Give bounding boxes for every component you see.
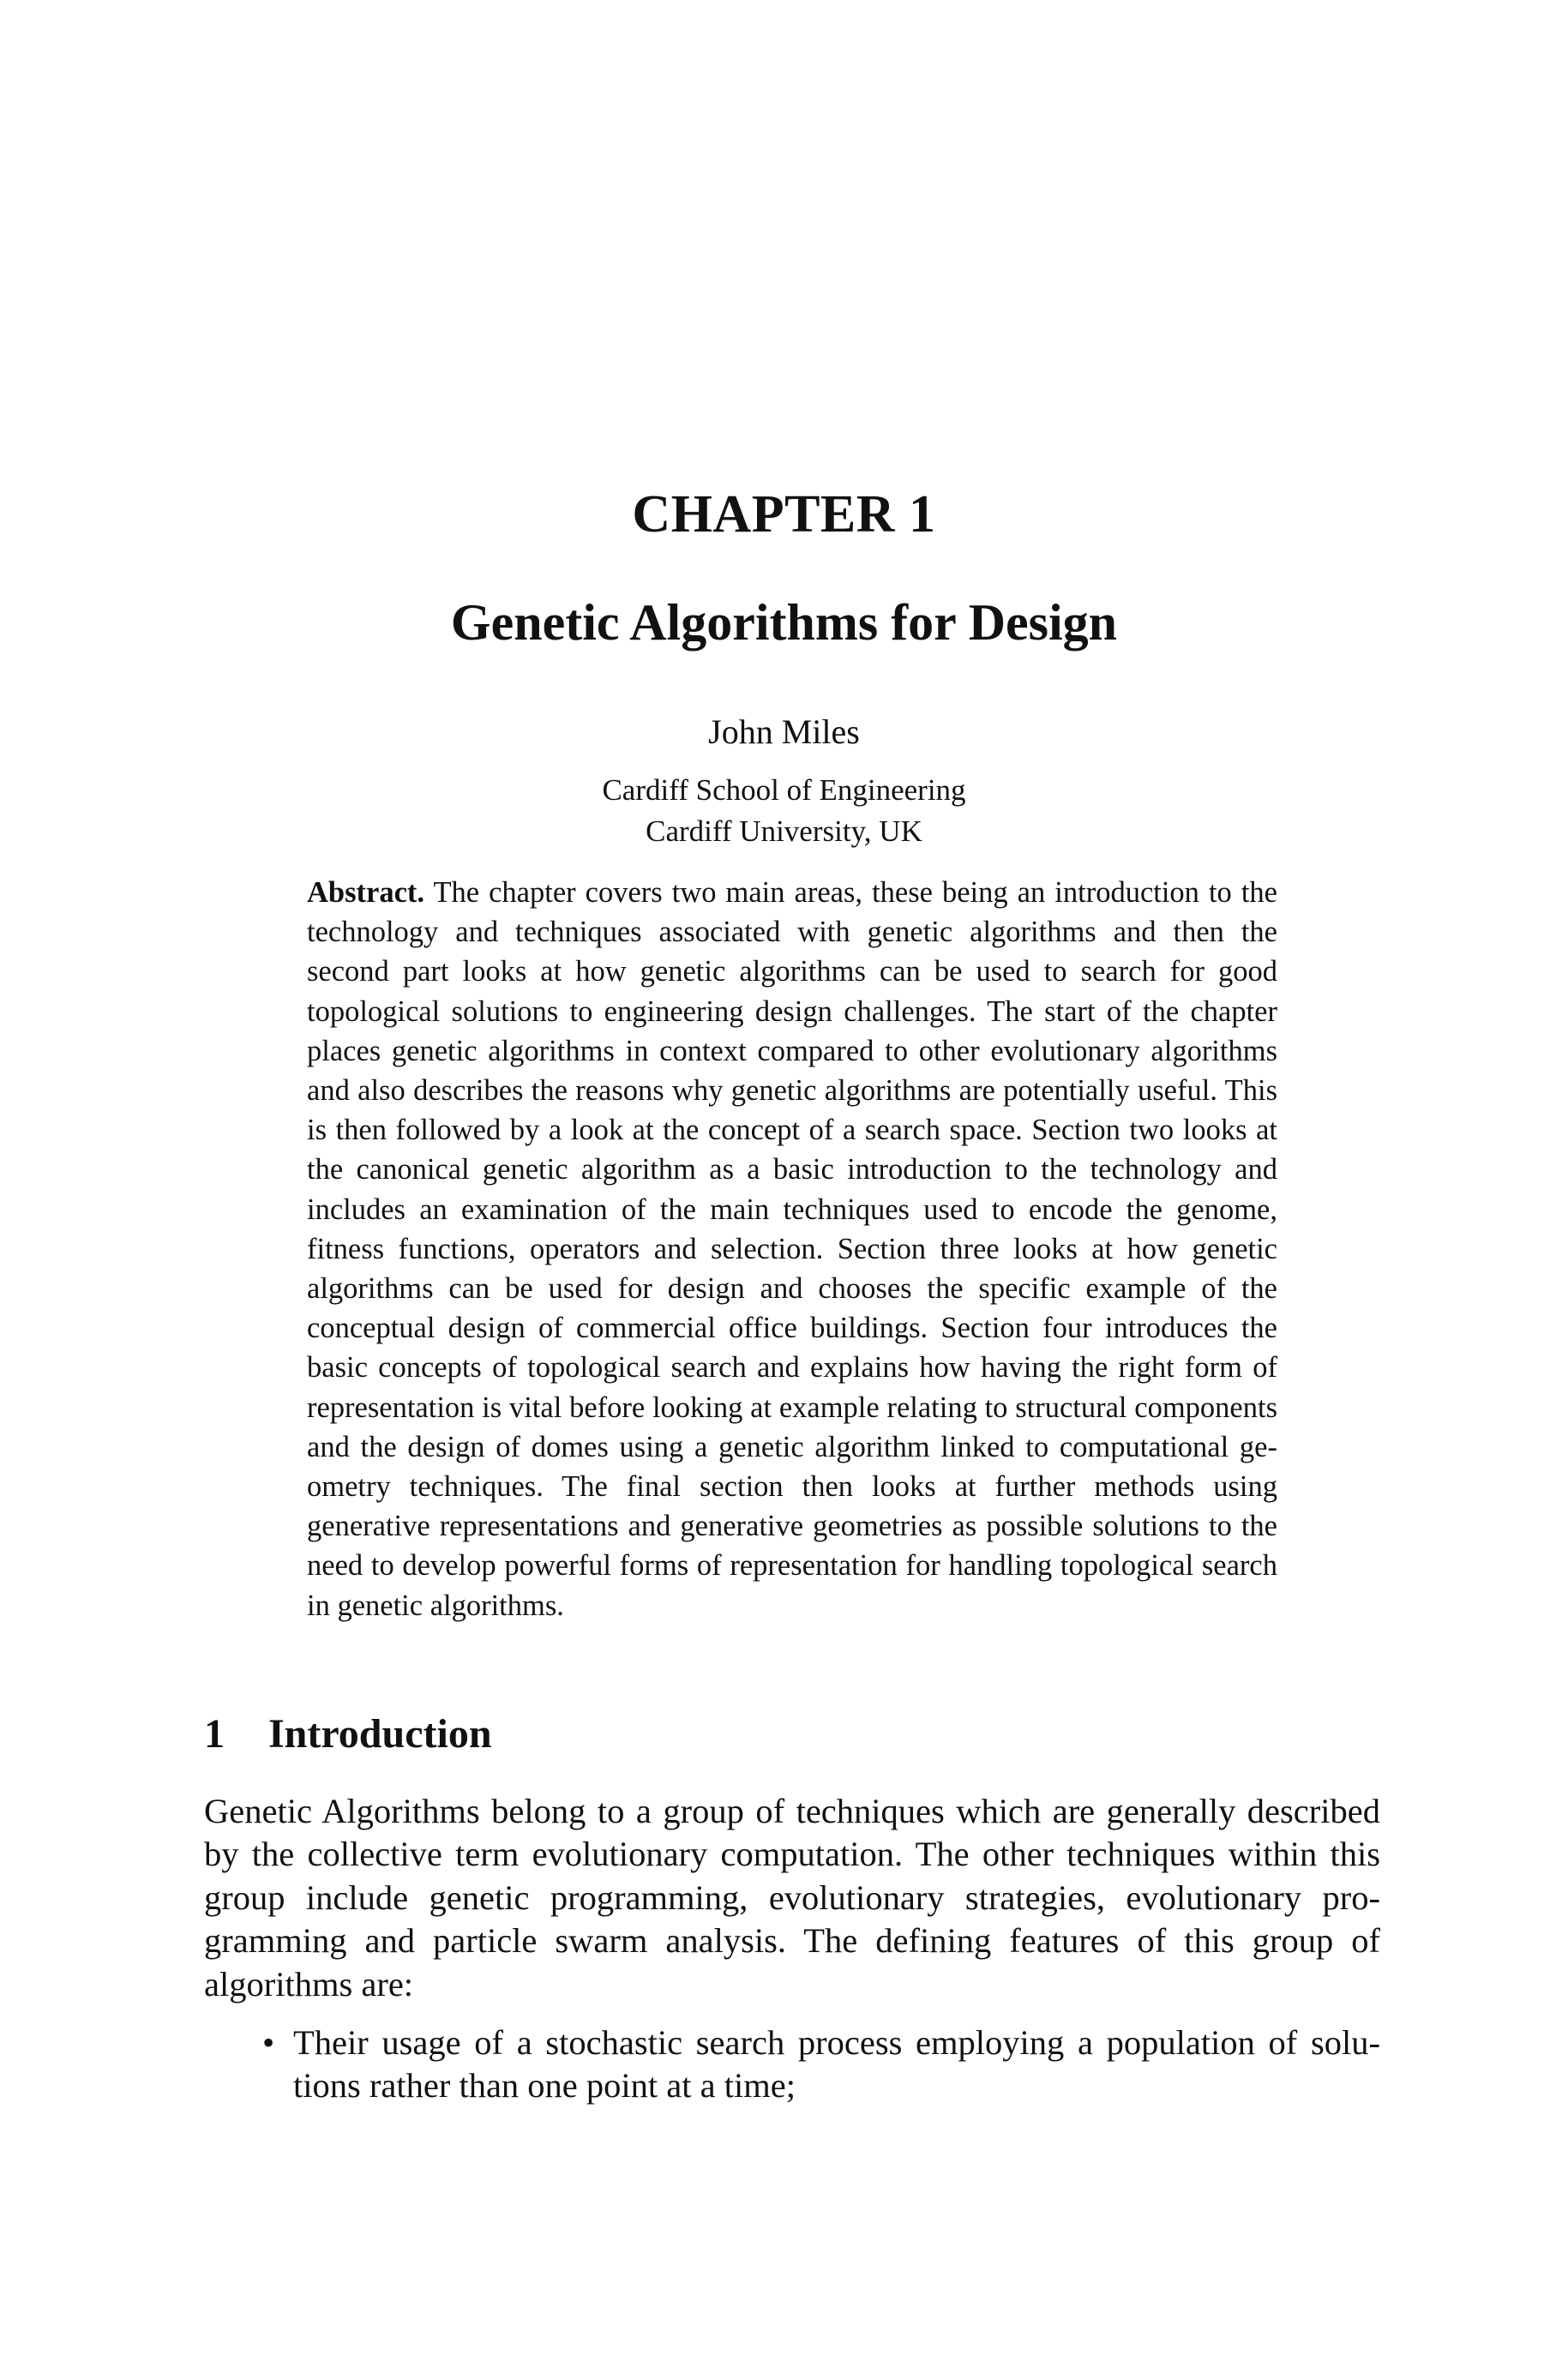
abstract xyxy=(307,873,1277,1625)
author-affiliation-school: Cardiff School of Engineering xyxy=(602,773,966,807)
chapter-label: CHAPTER 1 xyxy=(632,485,936,544)
author-name: John Miles xyxy=(708,712,860,751)
list-item-text: Their usage of a stochastic search process employing a population of solutions rather than one point at a time; xyxy=(293,2023,1380,2106)
bullet-icon: • xyxy=(262,2023,275,2062)
abstract-label: Abstract. xyxy=(307,876,425,909)
feature-list xyxy=(204,2022,1380,2108)
abstract-text: The chapter covers two main areas, these being an introduction to the technology and techniques associated with genetic algorithms and then the second part looks at how genetic algorithms can be used to search for good topological solutions to engineering design challenges. The start of the chapter places genetic algorithms in context compared to other evolutionary algorithms and also describes the reasons why genetic algorithms are potentially useful. This is then followed by a look at the concept of a search space. Section two looks at the canonical genetic algorithm as a basic introduction to the technology and includes an examination of the main techniques used to encode the genome, fitness functions, operators and selection. Section three looks at how genetic algorithms can be used for design and chooses the specific example of the conceptual design of commercial office buildings. Section four introduces the basic concepts of topological search and explains how having the right form of representation is vital before looking at example relating to structural components and the design of domes using a genetic algorithm linked to computational geometry techniques. The final section then looks at further methods using generative representations and generative geometries as possible solutions to the need to develop powerful forms of representation for handling topological search in genetic algorithms. xyxy=(307,876,1277,1622)
list-item xyxy=(204,2022,1380,2108)
section-heading xyxy=(204,1710,492,1757)
chapter-title: Genetic Algorithms for Design xyxy=(450,594,1118,651)
section-title: Introduction xyxy=(268,1711,492,1757)
section-number: 1 xyxy=(204,1711,225,1757)
intro-paragraph: Genetic Algorithms belong to a group of techniques which are generally described by the collective term evolutionary computation. The other techniques within this group include genetic programming, evolutionary strategies, evolutionary programming and particle swarm analysis. The defining features of this group of algorithms are: xyxy=(204,1792,1380,2004)
author-affiliation-university: Cardiff University, UK xyxy=(646,814,922,848)
